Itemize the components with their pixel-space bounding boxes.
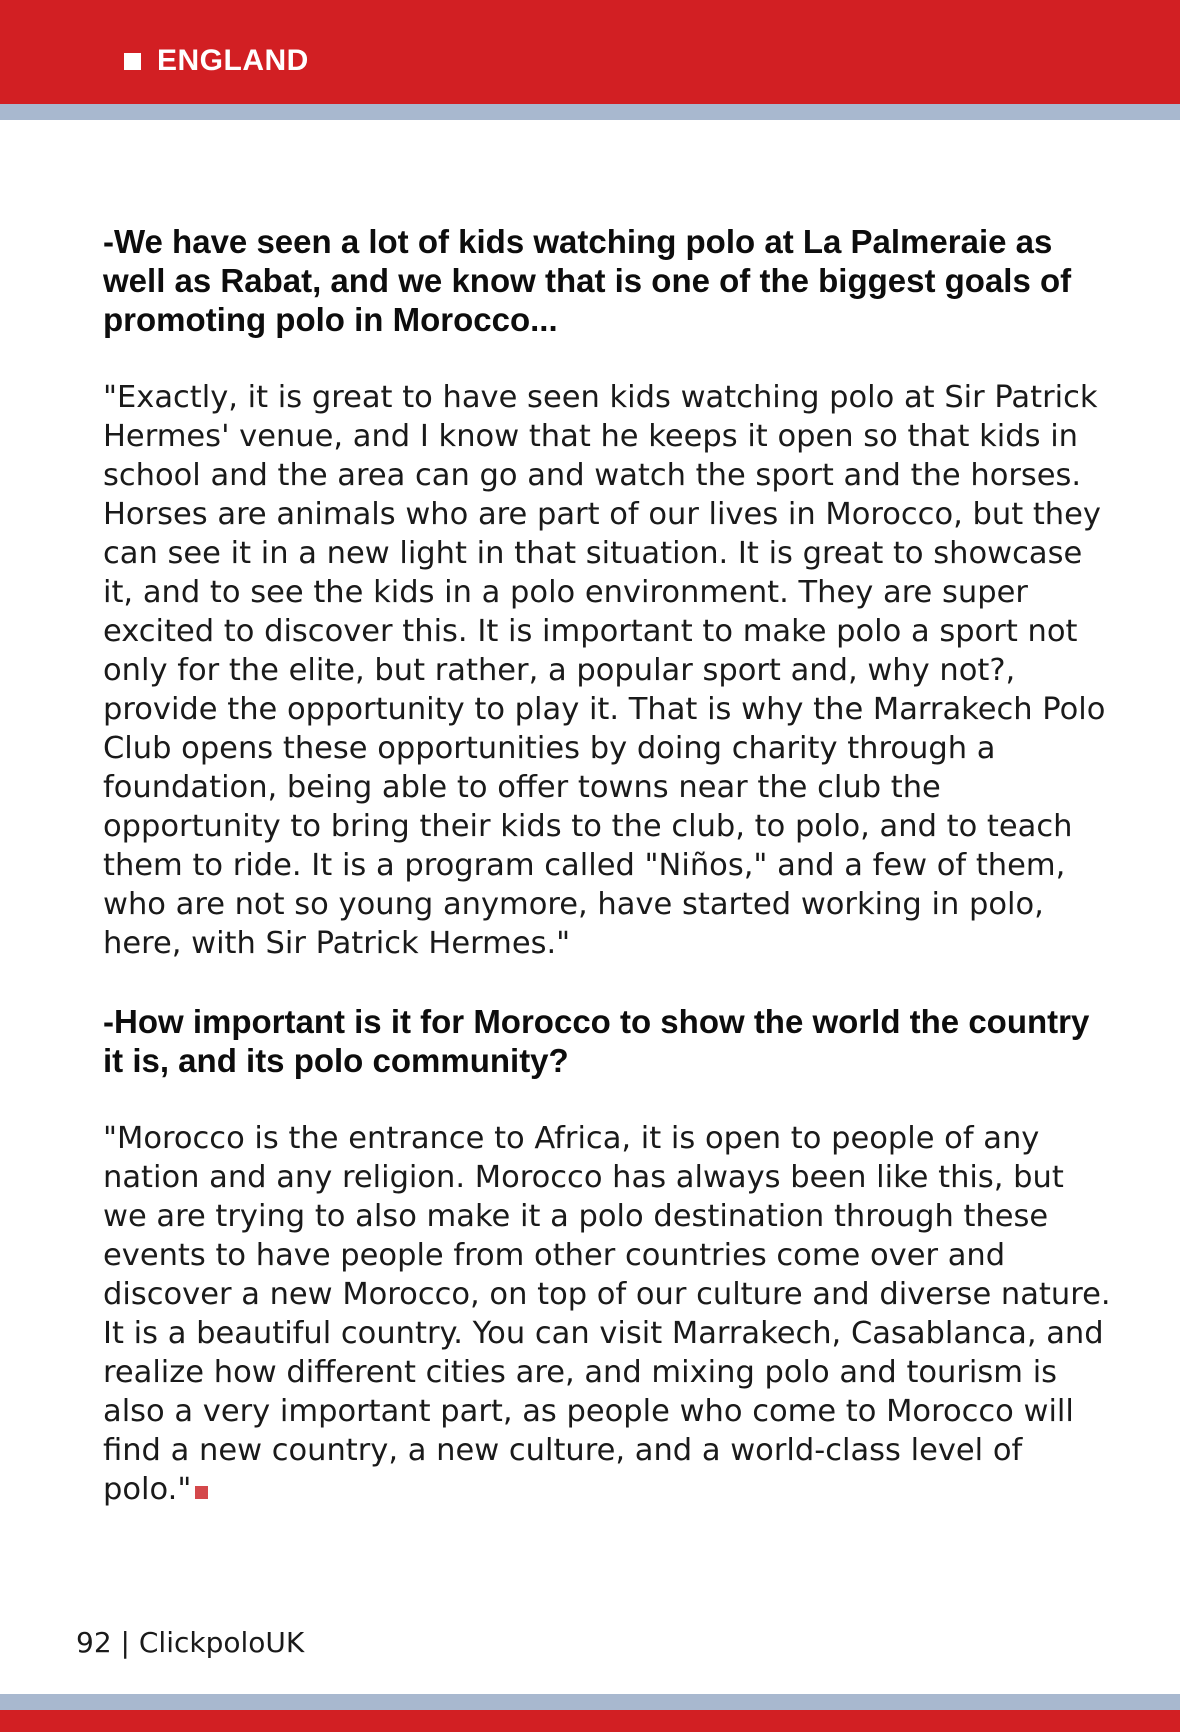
question-2: -How important is it for Morocco to show the world the country it is, and its polo community? bbox=[103, 1003, 1090, 1079]
section-title: ENGLAND bbox=[157, 44, 309, 77]
section-label bbox=[124, 44, 309, 78]
question-1: -We have seen a lot of kids watching polo at La Palmeraie as well as Rabat, and we know that is one of the biggest goals of promoting polo in Morocco... bbox=[103, 223, 1072, 338]
header-stripe bbox=[0, 104, 1180, 120]
end-mark-icon bbox=[195, 1486, 208, 1499]
square-bullet-icon bbox=[124, 53, 141, 70]
answer-2-text: "Morocco is the entrance to Africa, it is open to people of any nation and any religion. Morocco has always been like this, but we are trying to also make it a polo destination through these events to have people from other countries come over and discover a new Morocco, on top of our culture and diverse nature. It is a beautiful country. You can visit Marrakech, Casablanca, and realize how different cities are, and mixing polo and tourism is also a very important part, as people who come to Morocco will find a new country, a new culture, and a world-class level of polo." bbox=[103, 1121, 1111, 1507]
footer-stripe bbox=[0, 1694, 1180, 1710]
article-body bbox=[103, 222, 1113, 1548]
footer-bar bbox=[0, 1710, 1180, 1732]
answer-2 bbox=[103, 1119, 1113, 1509]
answer-1: "Exactly, it is great to have seen kids watching polo at Sir Patrick Hermes' venue, and I know that he keeps it open so that kids in school and the area can go and watch the sport and the horses. Horses are animals who are part of our lives in Morocco, but they can see it in a new light in that situation. It is great to showcase it, and to see the kids in a polo environment. They are super excited to discover this. It is important to make polo a sport not only for the elite, but rather, a popular sport and, why not?, provide the opportunity to play it. That is why the Marrakech Polo Club opens these opportunities by doing charity through a foundation, being able to offer towns near the club the opportunity to bring their kids to the club, to polo, and to teach them to ride. It is a program called "Niños," and a few of them, who are not so young anymore, have started working in polo, here, with Sir Patrick Hermes." bbox=[103, 380, 1106, 961]
page-footer: 92 | ClickpoloUK bbox=[76, 1626, 305, 1659]
